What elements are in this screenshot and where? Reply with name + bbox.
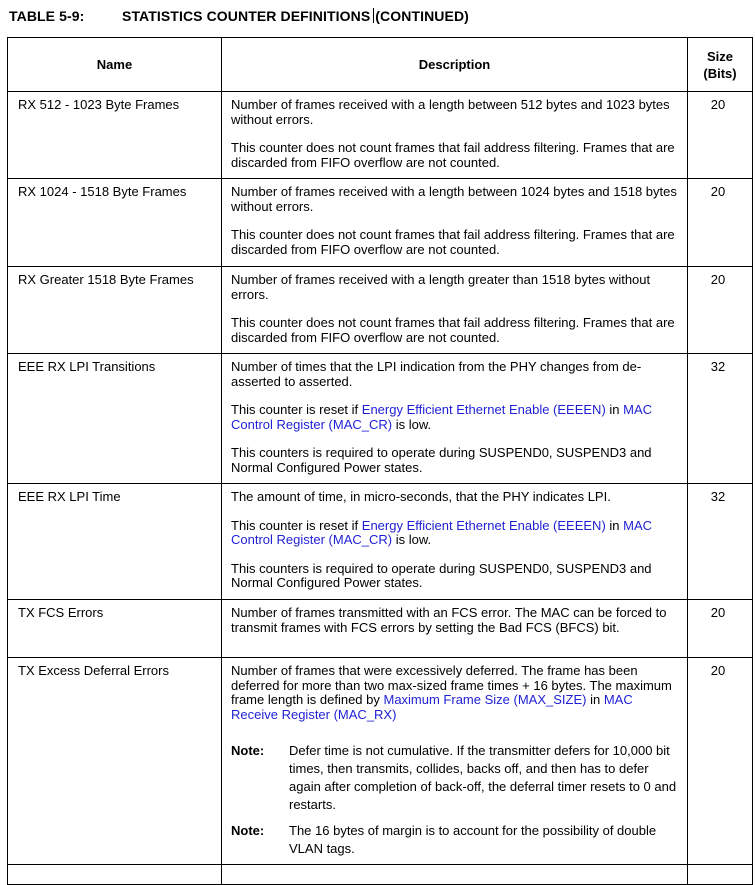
max-size-link[interactable]: Maximum Frame Size (MAX_SIZE) xyxy=(383,692,587,707)
note xyxy=(231,822,678,858)
table-title-continued: (CONTINUED) xyxy=(375,8,469,24)
table-title xyxy=(122,8,469,24)
note xyxy=(231,742,678,814)
note-text: The 16 bytes of margin is to account for the possibility of double VLAN tags. xyxy=(289,823,657,856)
description-paragraph: Number of frames transmitted with an FCS error. The MAC can be forced to transmit frames with FCS errors by setting the Bad FCS (BFCS) bit. xyxy=(231,605,667,635)
mac-rx-register-link[interactable]: MAC Receive Register (MAC_RX) xyxy=(231,692,633,722)
table-caption xyxy=(9,8,469,24)
note-text: Defer time is not cumulative. If the transmitter defers for 10,000 bit times, then transmits, collides, backs off, and then has to defer again after completion of back-off, the deferral timer resets to 0 and restarts. xyxy=(289,743,677,812)
counter-name: TX FCS Errors xyxy=(8,600,222,658)
description-paragraph: Number of frames received with a length greater than 1518 bytes without errors. xyxy=(231,272,651,302)
counter-description xyxy=(222,658,688,865)
counter-size: 20 xyxy=(688,179,753,267)
table-row xyxy=(8,600,753,658)
description-paragraph: The amount of time, in micro-seconds, that the PHY indicates LPI. xyxy=(231,489,611,504)
description-paragraph: Number of frames received with a length between 1024 bytes and 1518 bytes without errors. xyxy=(231,184,677,214)
mac-cr-register-link[interactable]: MAC Control Register (MAC_CR) xyxy=(231,517,653,547)
description-paragraph: This counter does not count frames that fail address filtering. Frames that are discarded from FIFO overflow are not counted. xyxy=(231,315,675,345)
table-row xyxy=(8,354,753,484)
header-name: Name xyxy=(8,38,222,92)
eeeen-bit-link[interactable]: Energy Efficient Ethernet Enable (EEEEN) xyxy=(361,517,606,533)
header-description: Description xyxy=(222,38,688,92)
counter-name: EEE RX LPI Transitions xyxy=(8,354,222,484)
table-row xyxy=(8,179,753,267)
counter-description xyxy=(222,179,688,267)
counter-size: 20 xyxy=(688,658,753,865)
table-row-partial xyxy=(8,865,753,885)
table-row xyxy=(8,92,753,179)
counter-description xyxy=(222,600,688,658)
table-row xyxy=(8,267,753,354)
counter-description xyxy=(222,92,688,179)
counter-name: RX Greater 1518 Byte Frames xyxy=(8,267,222,354)
counter-name: EEE RX LPI Time xyxy=(8,484,222,600)
counter-description xyxy=(222,267,688,354)
counter-description xyxy=(222,484,688,600)
table-title-text: STATISTICS COUNTER DEFINITIONS xyxy=(122,8,371,24)
header-size xyxy=(688,38,753,92)
description-paragraph: This counter is reset if Energy Efficient Ethernet Enable (EEEEN) in MAC Control Register (MAC_CR) is low. xyxy=(231,402,653,432)
description-paragraph: This counters is required to operate during SUSPEND0, SUSPEND3 and Normal Configured Power states. xyxy=(231,445,652,475)
table-number: TABLE 5-9: xyxy=(9,8,85,24)
header-size-line2: (Bits) xyxy=(703,65,737,81)
header-row xyxy=(8,38,753,92)
header-size-line1: Size xyxy=(706,48,733,64)
mac-cr-register-link[interactable]: MAC Control Register (MAC_CR) xyxy=(231,402,653,432)
counter-name: RX 1024 - 1518 Byte Frames xyxy=(8,179,222,267)
note-label: Note: xyxy=(231,743,265,758)
table-row xyxy=(8,484,753,600)
counter-size: 20 xyxy=(688,92,753,179)
counter-name: TX Excess Deferral Errors xyxy=(8,658,222,865)
counter-size: 20 xyxy=(688,600,753,658)
description-paragraph: Number of frames received with a length between 512 bytes and 1023 bytes without errors. xyxy=(231,97,670,127)
counter-name: RX 512 - 1023 Byte Frames xyxy=(8,92,222,179)
counter-size: 32 xyxy=(688,354,753,484)
counter-description xyxy=(222,354,688,484)
description-paragraph: Number of frames that were excessively deferred. The frame has been deferred for more than two max-sized frame times + 16 bytes. The maximum frame length is defined by Maximum Frame Size (MAX_SIZE) in MAC Receive Register (MAC_RX) xyxy=(231,663,672,722)
statistics-counter-table xyxy=(7,37,753,885)
description-paragraph: This counter does not count frames that fail address filtering. Frames that are discarded from FIFO overflow are not counted. xyxy=(231,140,675,170)
counter-size: 20 xyxy=(688,267,753,354)
table-row xyxy=(8,658,753,865)
counter-size: 32 xyxy=(688,484,753,600)
description-paragraph: This counter is reset if Energy Efficient Ethernet Enable (EEEEN) in MAC Control Register (MAC_CR) is low. xyxy=(231,517,653,547)
description-paragraph: This counters is required to operate during SUSPEND0, SUSPEND3 and Normal Configured Power states. xyxy=(231,560,652,590)
eeeen-bit-link[interactable]: Energy Efficient Ethernet Enable (EEEEN) xyxy=(361,402,606,417)
note-label: Note: xyxy=(231,823,265,838)
description-paragraph: Number of times that the LPI indication from the PHY changes from de-asserted to asserted. xyxy=(231,359,642,389)
description-paragraph: This counter does not count frames that fail address filtering. Frames that are discarded from FIFO overflow are not counted. xyxy=(231,227,675,257)
